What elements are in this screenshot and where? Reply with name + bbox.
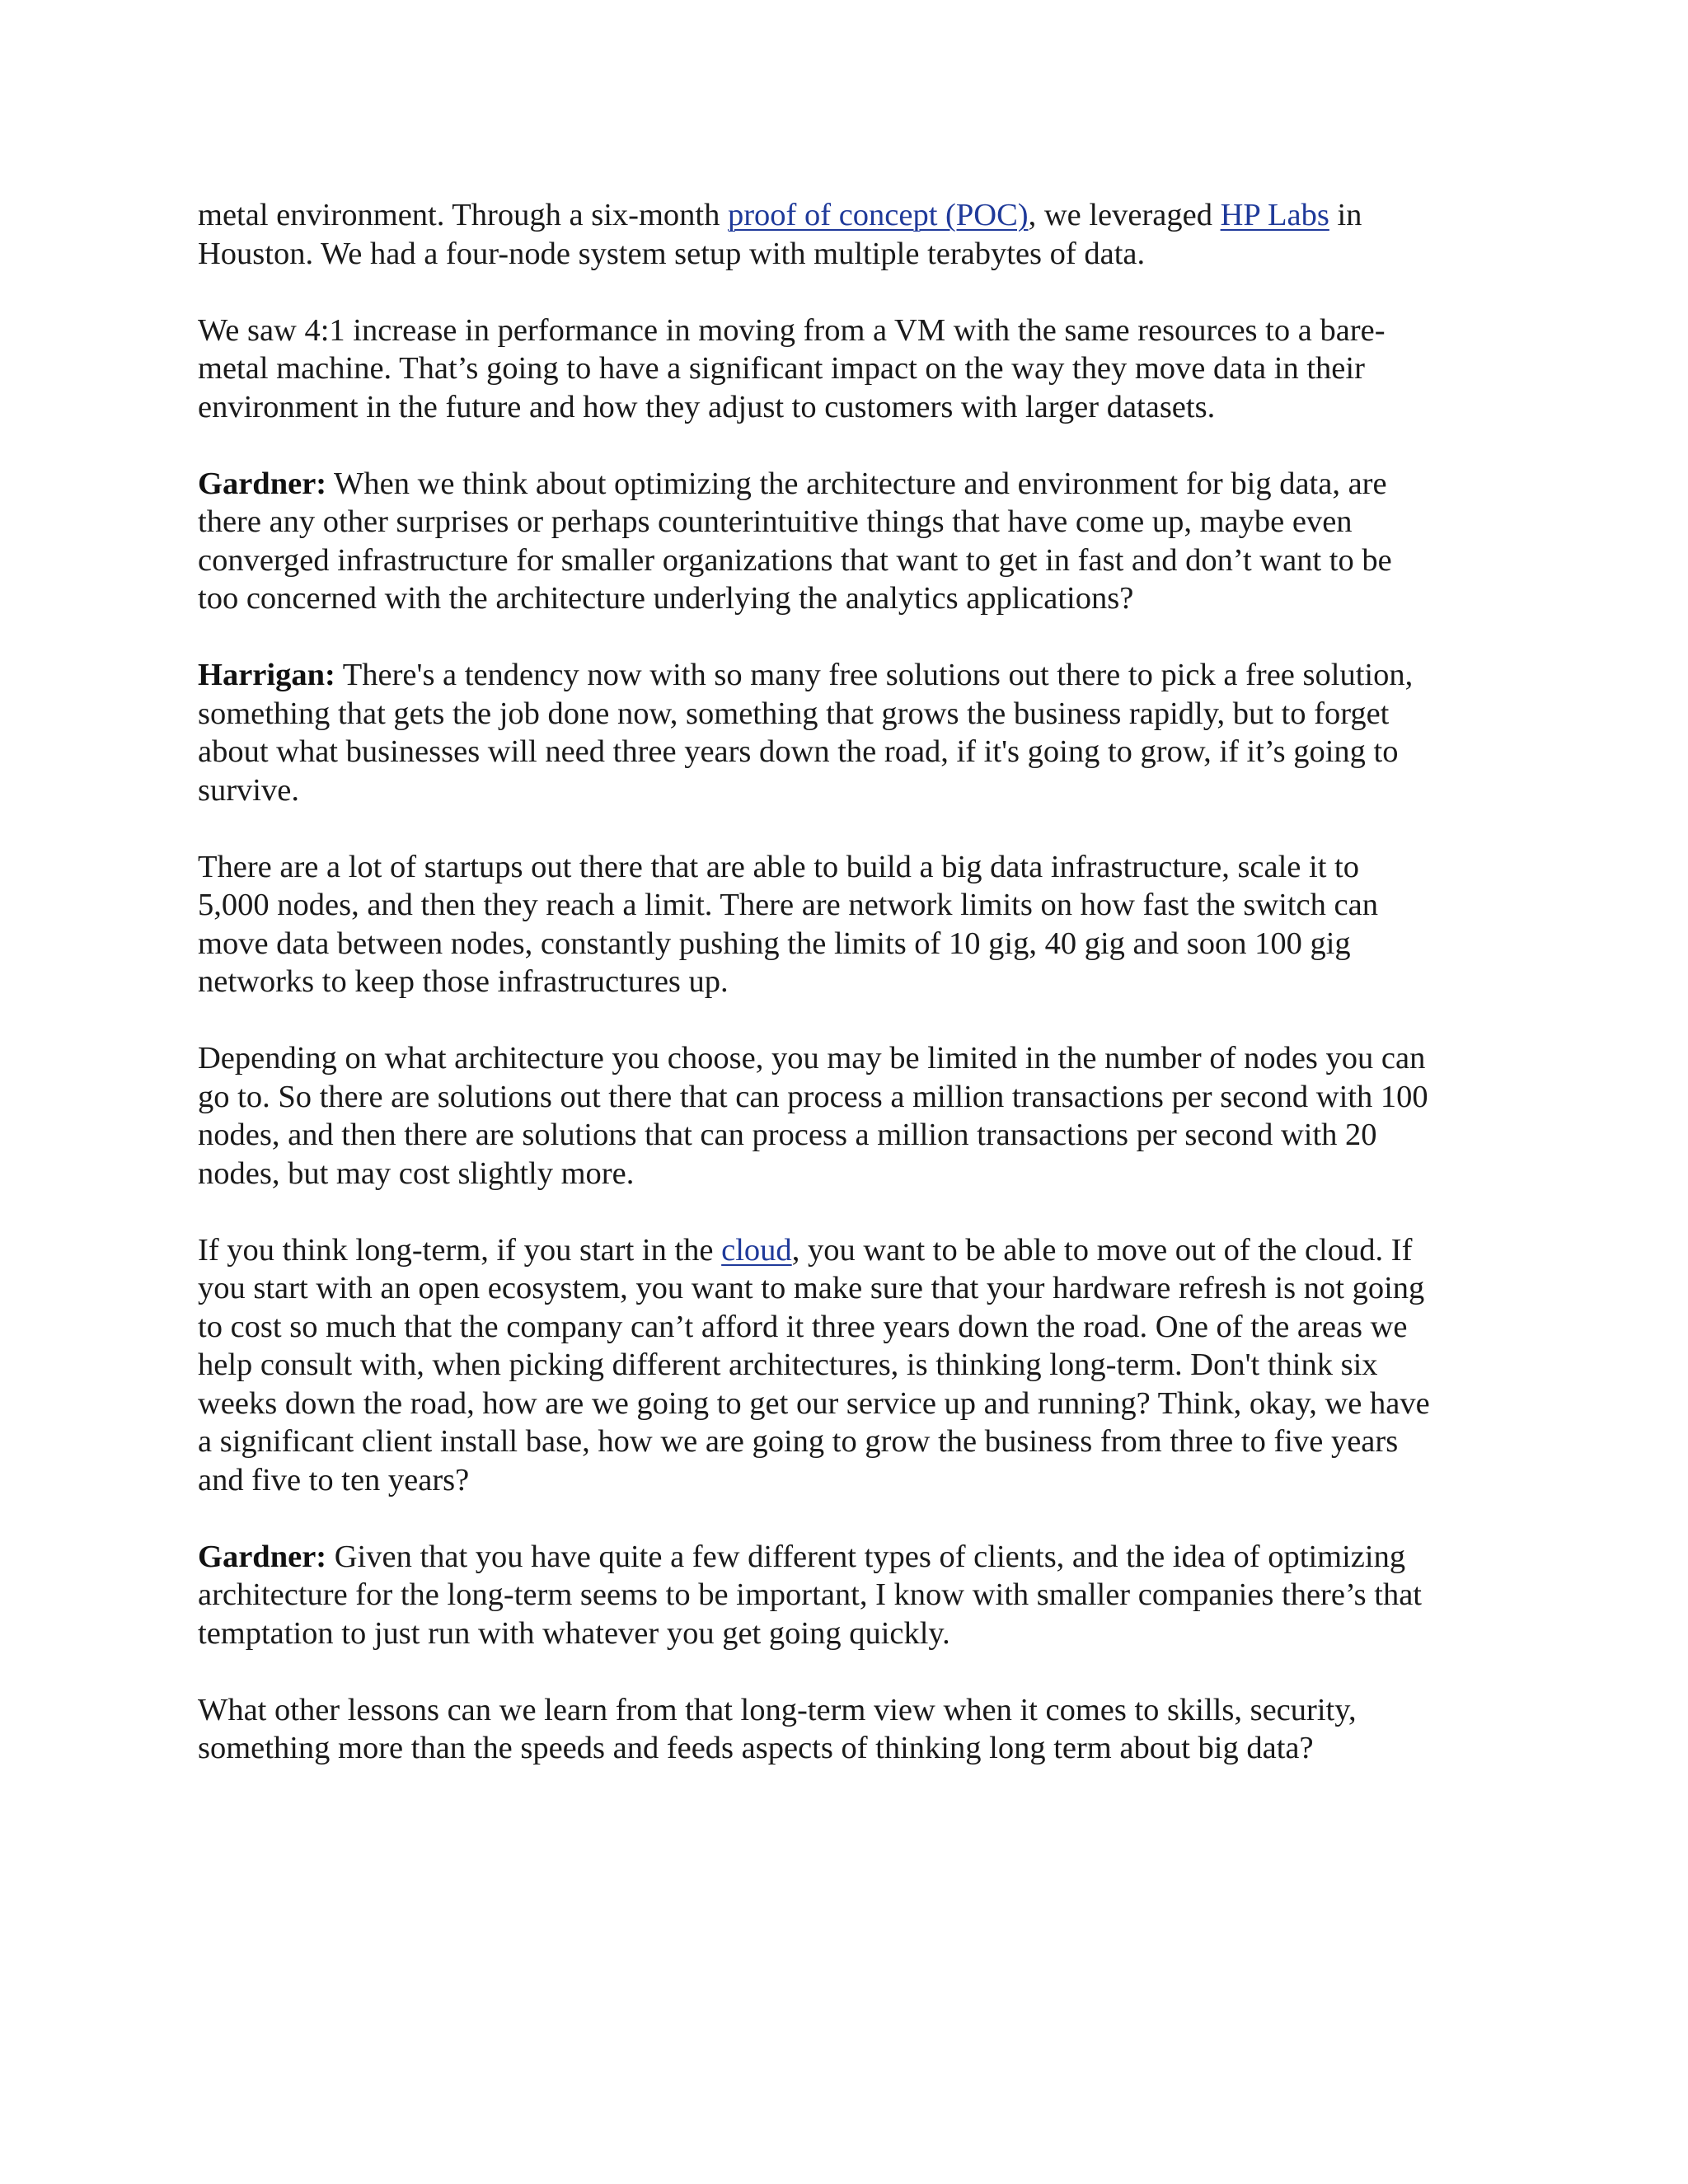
document-page — [198, 196, 1517, 1806]
text-line: temptation to just run with whatever you get going quickly. — [198, 1615, 950, 1651]
text-line: If you think long-term, if you start in the cloud, you want to be able to move out of the cloud. If — [198, 1232, 1413, 1268]
text-line: something more than the speeds and feeds aspects of thinking long term about big data? — [198, 1731, 1314, 1765]
speaker-label: Gardner: — [198, 466, 327, 501]
text-line: help consult with, when picking different architectures, is thinking long-term. Don't think six — [198, 1347, 1378, 1382]
text-line: nodes, and then there are solutions that can process a million transactions per second with 20 — [198, 1118, 1377, 1152]
text-line: environment in the future and how they adjust to customers with larger datasets. — [198, 389, 1216, 424]
text-line: go to. So there are solutions out there that can process a million transactions per second with 100 — [198, 1079, 1428, 1114]
text-line: Harrigan: There's a tendency now with so many free solutions out there to pick a free solution, — [198, 658, 1414, 692]
text-line: architecture for the long-term seems to be important, I know with smaller companies there’s that — [198, 1577, 1422, 1612]
text-line: Houston. We had a four-node system setup with multiple terabytes of data. — [198, 236, 1146, 271]
text-line: converged infrastructure for smaller organizations that want to get in fast and don’t want to be — [198, 542, 1392, 578]
text-line: too concerned with the architecture underlying the analytics applications? — [198, 581, 1134, 616]
text-line: metal machine. That’s going to have a significant impact on the way they move data in their — [198, 351, 1365, 386]
text-line: about what businesses will need three years down the road, if it's going to grow, if it’s going to — [198, 734, 1399, 769]
text-line: Gardner: Given that you have quite a few different types of clients, and the idea of optimizing — [198, 1539, 1406, 1574]
text-line: something that gets the job done now, something that grows the business rapidly, but to forget — [198, 696, 1390, 731]
text-line: nodes, but may cost slightly more. — [198, 1155, 635, 1191]
text-line: and five to ten years? — [198, 1462, 470, 1497]
text-line: you start with an open ecosystem, you want to make sure that your hardware refresh is not going — [198, 1271, 1425, 1305]
paragraph-lessons — [198, 1691, 1517, 1768]
link-proof-of-concept[interactable]: proof of concept (POC) — [727, 198, 1029, 232]
text-line: There are a lot of startups out there that are able to build a big data infrastructure, scale it to — [198, 849, 1359, 884]
text-line: metal environment. Through a six-month proof of concept (POC), we leveraged HP Labs in — [198, 198, 1362, 232]
paragraph-harrigan-answer — [198, 656, 1517, 809]
paragraph-poc — [198, 196, 1517, 273]
text-line: We saw 4:1 increase in performance in moving from a VM with the same resources to a bare- — [198, 312, 1386, 348]
text-line: move data between nodes, constantly pushing the limits of 10 gig, 40 gig and soon 100 gig — [198, 926, 1351, 961]
speaker-label: Gardner: — [198, 1539, 327, 1574]
paragraph-long-term — [198, 1231, 1517, 1500]
text-line: 5,000 nodes, and then they reach a limit. There are network limits on how fast the switch can — [198, 888, 1378, 922]
text-line: weeks down the road, how are we going to get our service up and running? Think, okay, we have — [198, 1385, 1430, 1421]
text-line: there any other surprises or perhaps counterintuitive things that have come up, maybe even — [198, 504, 1353, 539]
text-line: Depending on what architecture you choose, you may be limited in the number of nodes you can — [198, 1041, 1426, 1076]
text-line: Gardner: When we think about optimizing the architecture and environment for big data, are — [198, 466, 1387, 501]
text-line: a significant client install base, how we are going to grow the business from three to five years — [198, 1424, 1399, 1459]
text-line: networks to keep those infrastructures up. — [198, 964, 729, 999]
link-hp-labs[interactable]: HP Labs — [1220, 198, 1329, 232]
text-line: What other lessons can we learn from that long-term view when it comes to skills, security, — [198, 1692, 1357, 1727]
link-cloud[interactable]: cloud — [721, 1232, 792, 1268]
paragraph-gardner-question-1 — [198, 465, 1517, 618]
speaker-label: Harrigan: — [198, 658, 335, 692]
paragraph-performance — [198, 312, 1517, 427]
paragraph-startups — [198, 848, 1517, 1001]
text-line: survive. — [198, 772, 299, 808]
paragraph-architecture-nodes — [198, 1039, 1517, 1193]
text-line: to cost so much that the company can’t afford it three years down the road. One of the areas we — [198, 1309, 1408, 1344]
paragraph-gardner-question-2 — [198, 1538, 1517, 1653]
